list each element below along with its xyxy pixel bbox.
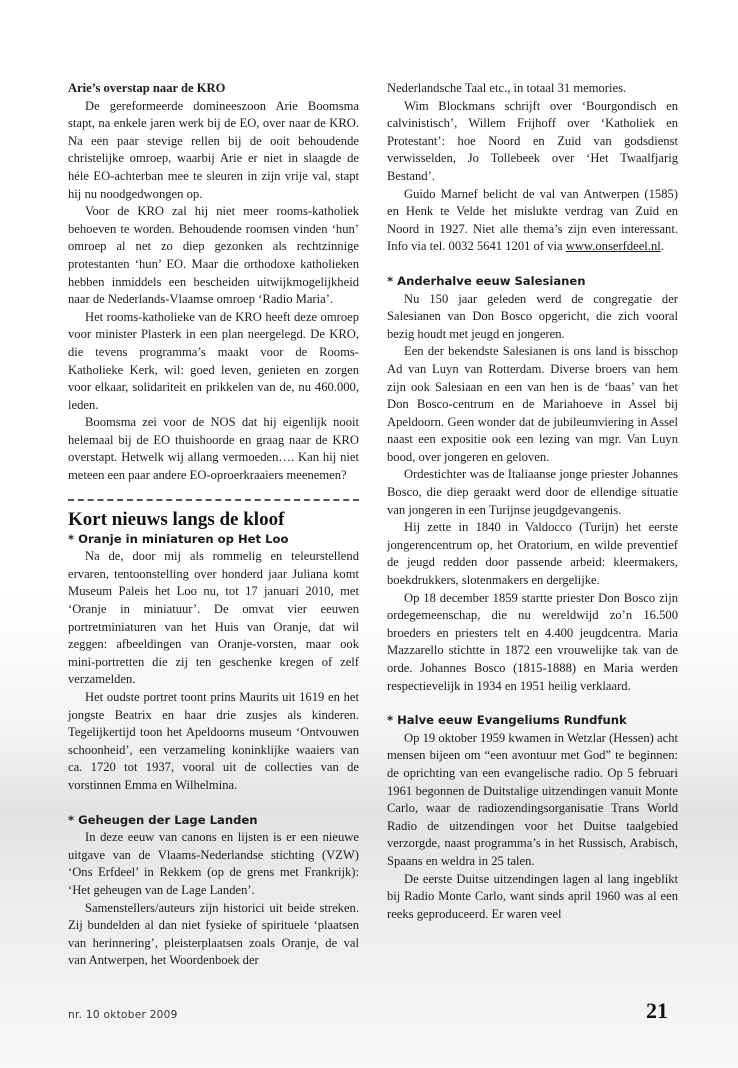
page-number: 21 (646, 998, 668, 1023)
section-title: Kort nieuws langs de kloof (68, 508, 285, 530)
news-heading-geheugen: * Geheugen der Lage Landen (68, 812, 258, 827)
paragraph: Boomsma zei voor de NOS dat hij eigenlijk nooit helemaal bij de EO thuishoorde en graag naar de KRO overstapt. Hetwelk wij allang vermoeden…. Kan hij niet meteen een paar andere EO-oproerkraaiers meenemen? (68, 415, 359, 483)
punctuation: . (660, 239, 664, 254)
website-link[interactable]: www.onserfdeel.nl (565, 239, 661, 254)
news-heading-oranje: * Oranje in miniaturen op Het Loo (68, 531, 289, 546)
news-heading-salesianen: * Anderhalve eeuw Salesianen (387, 273, 586, 288)
dashed-divider (68, 499, 359, 501)
spacer (68, 795, 359, 812)
paragraph: Nu 150 jaar geleden werd de congregatie der Salesianen van Don Bosco opgericht, die zich vooral bezig houdt met jeugd en jongeren. (387, 291, 678, 341)
paragraph: Na de, door mij als rommelig en teleurstellend ervaren, tentoonstelling over honderd jaar Juliana komt Museum Paleis het Loo nu, tot 17 januari 2010, met ‘Oranje in miniatuur’. De omvat vier eeuwen portretminiaturen van het Huis van Oranje, dat wil zeggen: afbeeldingen van Oranje-vorsten, maar ook mini-portretten die zij ten geschenke kregen of zelf verzamelden. (68, 549, 359, 687)
article-heading-kro: Arie’s overstap naar de KRO (68, 81, 226, 95)
paragraph: Een der bekendste Salesianen is ons land is bisschop Ad van Luyn van Rotterdam. Diverse broers van hem zijn ook Salesiaan en een van hen is de ‘baas’ van het Don Bosco-centrum en de Mariahoeve in Assel bij Apeldoorn. Geen wonder dat de jubileumviering in Assel naast een expositie ook een lezing van mgr. Van Luyn bood, over jongeren en geloven. (387, 344, 678, 464)
paragraph: Het oudste portret toont prins Maurits uit 1619 en het jongste Beatrix en haar drie zusjes als kinderen. Tegelijkertijd toon het Apeldoorns museum ‘Ontvouwen schoonheid’, een verzameling koninklijke waaiers van ca. 1720 tot 1937, vooral uit de collecties van de vorstinnen Emma en Wilhelmina. (68, 690, 359, 792)
paragraph-continued: Nederlandsche Taal etc., in totaal 31 memories. (387, 81, 627, 95)
issue-label: nr. 10 oktober 2009 (68, 1009, 178, 1021)
spacer (387, 695, 678, 712)
spacer (387, 256, 678, 273)
paragraph: Op 19 oktober 1959 kwamen in Wetzlar (Hessen) acht mensen bijeen om “een avontuur met God” te beginnen: de oprichting van een evangelische radio. Op 5 februari 1961 begonnen de Duitstalige uitzendingen vanuit Monte Carlo, waar de radiozendingsorganisatie Trans World Radio de uitzendingen voor het Duitse taalgebied verzorgde, naast programma’s in het Russisch, Arabisch, Spaans en weldra in 25 talen. (387, 730, 678, 868)
paragraph: Wim Blockmans schrijft over ‘Bourgondisch en calvinistisch’, Willem Frijhoff over ‘Katholiek en Protestant’: hoe Noord en Zuid van godsdienst verwisselden, Jo Tollebeek over ‘Het Twaalfjarig Bestand’. (387, 98, 678, 183)
paragraph: De gereformeerde domineeszoon Arie Boomsma stapt, na enkele jaren werk bij de EO, over naar de KRO. Na een paar stevige rellen bij de ooit behoudende christelijke omroep, waarbij Arie er niet in slaagde de héle EO-achterban mee te sleuren in zijn vrije val, stapt hij nu noodgedwongen op. (68, 98, 359, 201)
right-column (387, 80, 678, 923)
paragraph: Voor de KRO zal hij niet meer rooms-katholiek behoeven te worden. Behoudende roomsen vinden ‘hun’ omroep al net zo diep gezonken als rechtzinnige protestanten ‘hun’ EO. Maar die orthodoxe katholieken hebben inmiddels een bescheiden uitwijkmogelijkheid naar de Nederlands-Vlaamse omroep ‘Radio Maria’. (68, 204, 359, 307)
news-heading-rundfunk: * Halve eeuw Evangeliums Rundfunk (387, 713, 627, 728)
paragraph-text: Guido Marnef belicht de val van Antwerpen (1585) en Henk te Velde het mislukte verdrag van Zuid en Noord in 1927. Niet alle thema’s zijn even interessant. Info via tel. 0032 5641 1201 of via (387, 186, 678, 254)
paragraph: Hij zette in 1840 in Valdocco (Turijn) het eerste jongerencentrum op, het Oratorium, en wilde preventief de jeugd redden door passende arbeid: kleermakers, boekdrukkers, slotenmakers en dergelijke. (387, 520, 678, 588)
paragraph: Ordestichter was de Italiaanse jonge priester Johannes Bosco, die diep geraakt werd door de ellendige situatie van jongeren in een Turijnse jeugdgevangenis. (387, 467, 678, 517)
paragraph-with-link (387, 186, 678, 256)
left-column (68, 80, 359, 970)
paragraph: Op 18 december 1859 startte priester Don Bosco zijn ordegemeenschap, die nu wereldwijd zo’n 16.500 broeders en priesters telt en 4.400 jeugdcentra. Maria Mazzarello stichtte in 1872 een vrouwelijke tak van de orde. Johannes Bosco (1815-1888) en Maria werden respectievelijk in 1934 en 1951 heilig verklaard. (387, 590, 678, 693)
paragraph: Het rooms-katholieke van de KRO heeft deze omroep voor minister Plasterk in een plan neergelegd. De KRO, die tevens programma’s maakt voor de Rooms-Katholieke Kerk, wil: goed leven, genieten en zorgen voor elkaar, solidariteit en prikkelen van de, nu 460.000, leden. (68, 309, 359, 412)
paragraph: De eerste Duitse uitzendingen lagen al lang ingeblikt bij Radio Monte Carlo, want sinds april 1960 was al een reeks geproduceerd. Er waren veel (387, 871, 678, 921)
paragraph: In deze eeuw van canons en lijsten is er een nieuwe uitgave van de Vlaams-Nederlandse stichting (VZW) ‘Ons Erfdeel’ in Rekkem (op de grens met Frankrijk): ‘Het geheugen van de Lage Landen’. (68, 830, 359, 897)
paragraph: Samenstellers/auteurs zijn historici uit beide streken. Zij bundelden al dan niet fysieke of spirituele ‘plaatsen van herinnering’, pleisterplaatsen zoals Oranje, de val van Antwerpen, het Woordenboek der (68, 900, 359, 968)
